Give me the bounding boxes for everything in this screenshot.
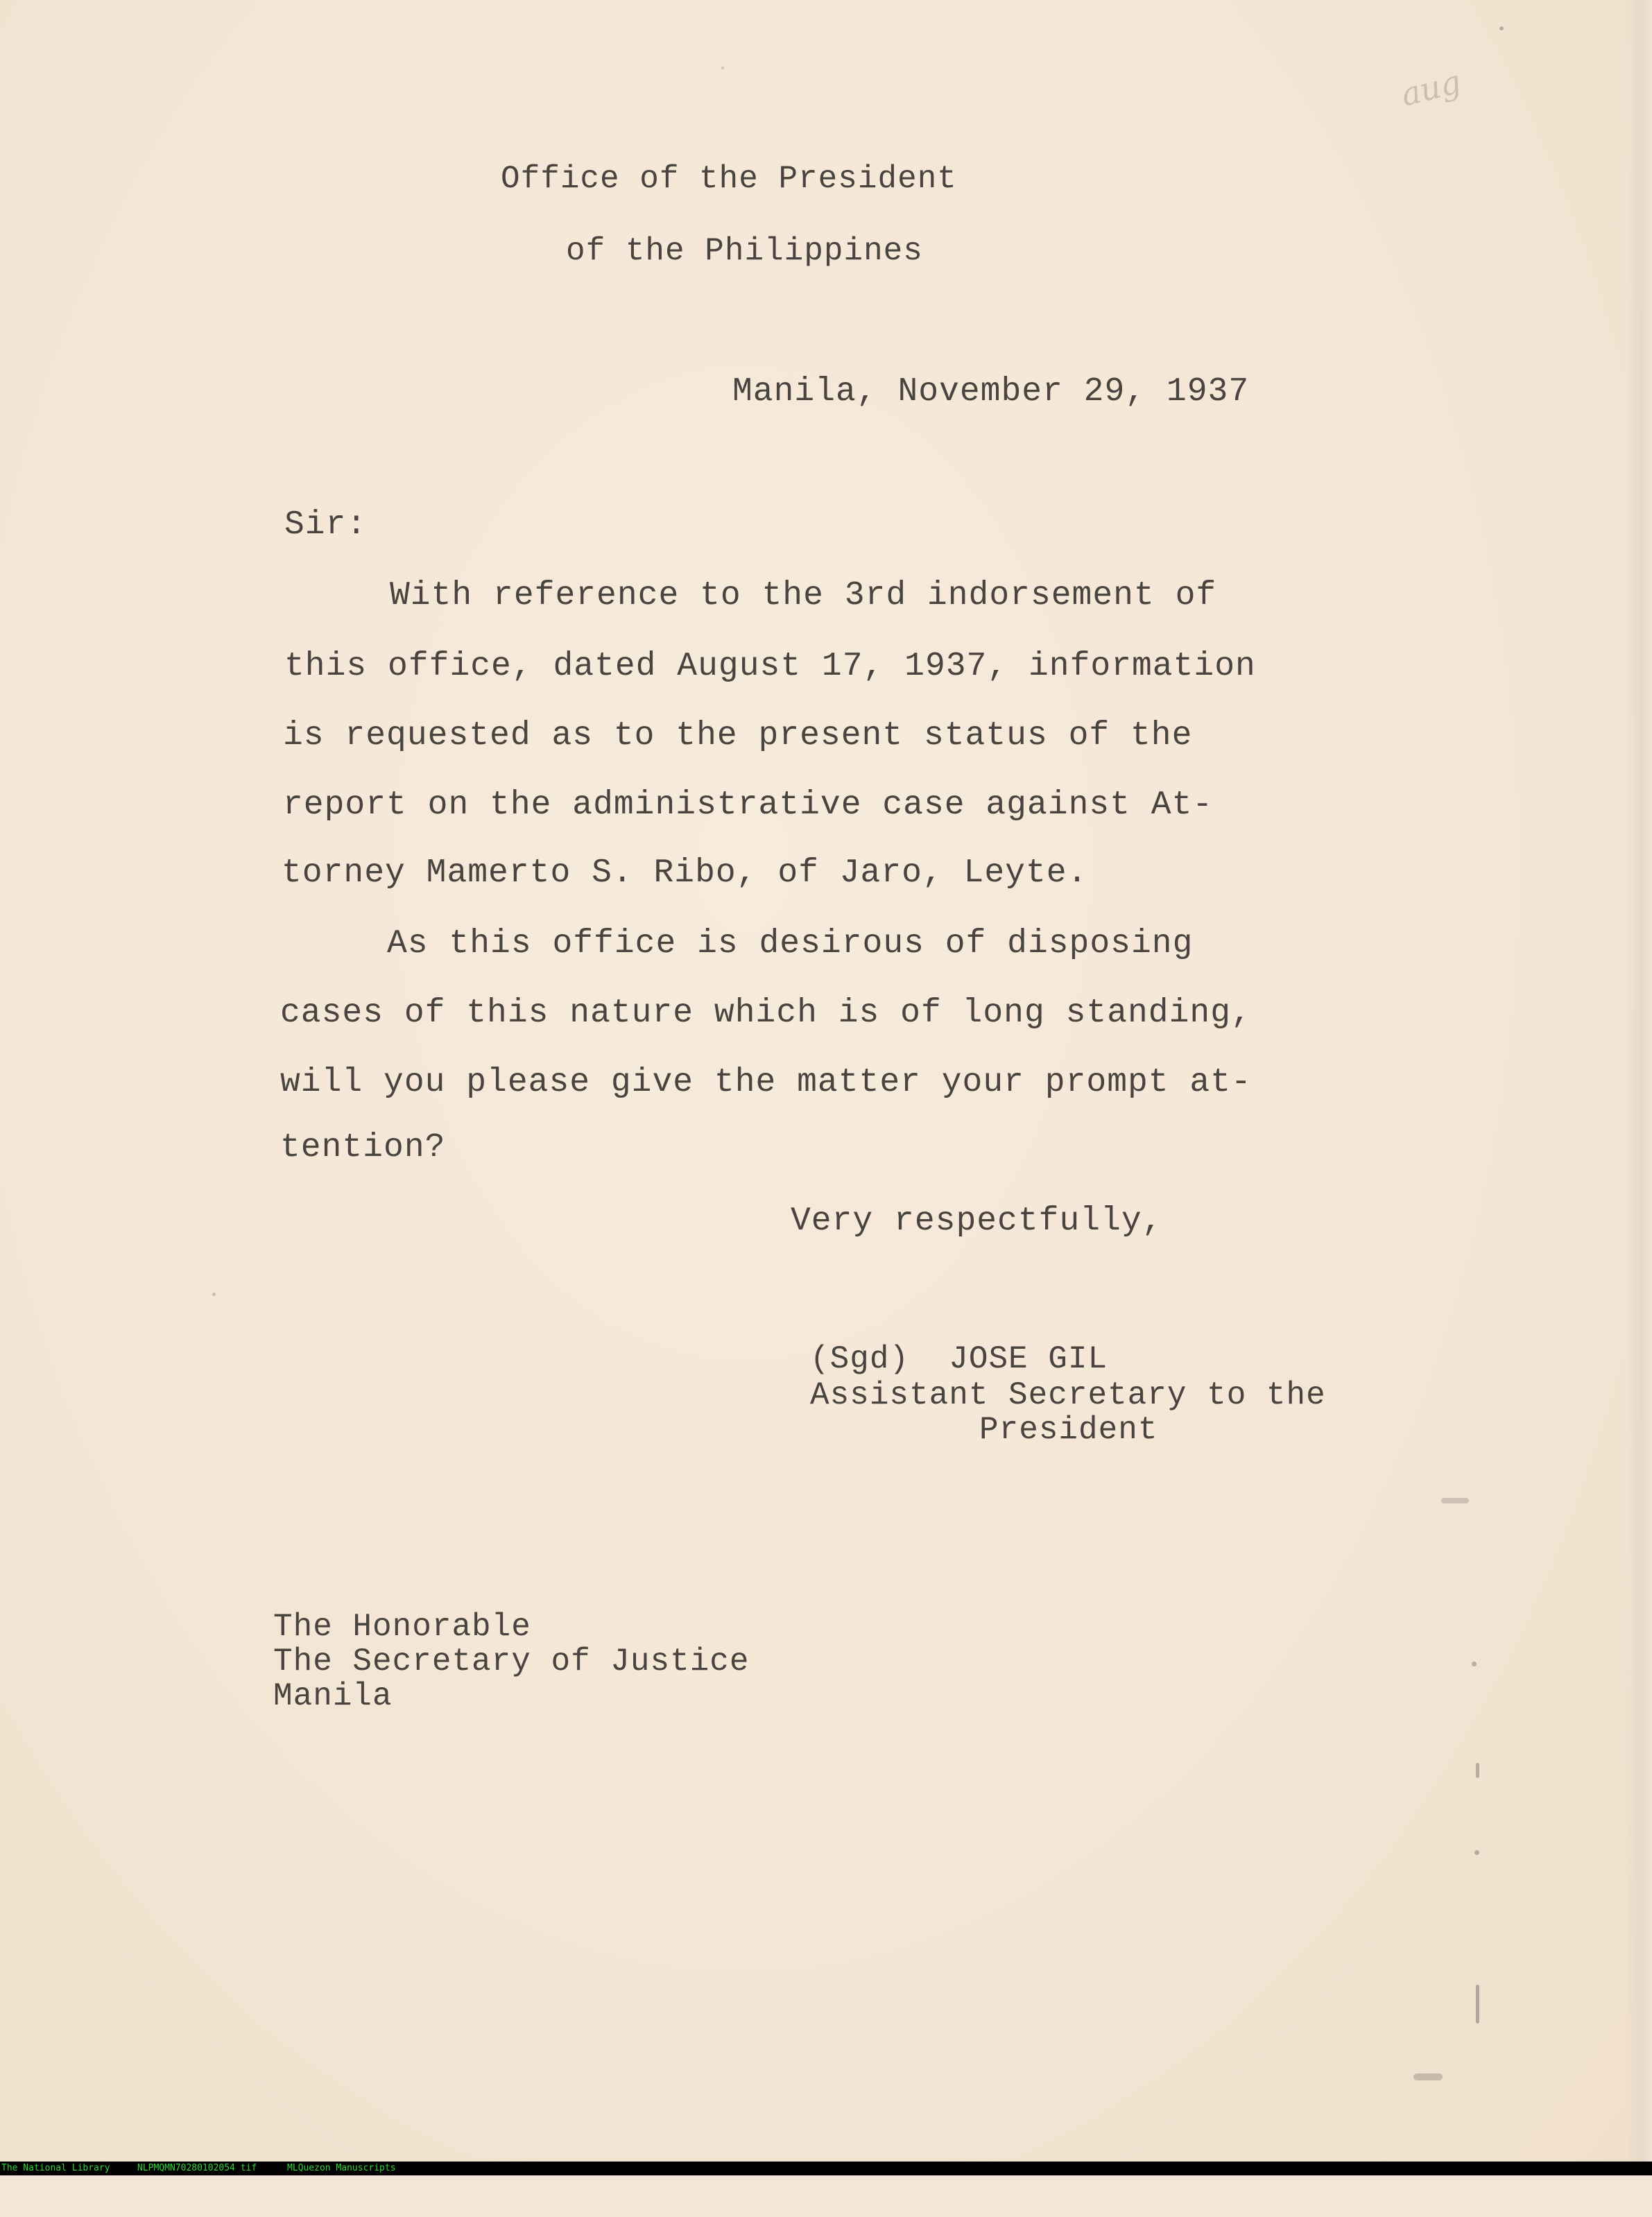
footer-collection: MLQuezon Manuscripts <box>287 2163 396 2173</box>
paper-edge-shadow <box>1626 0 1652 2162</box>
paper-speck <box>1441 1498 1469 1503</box>
signature-title-cont: President <box>979 1412 1158 1448</box>
body-line: is requested as to the present status of the <box>283 717 1193 754</box>
footer-file-id: NLPMQMN70280102054 tif <box>137 2163 257 2173</box>
body-line: torney Mamerto S. Ribo, of Jaro, Leyte. <box>282 854 1088 892</box>
signature-name: (Sgd) JOSE GIL <box>810 1341 1108 1377</box>
date-line: Manila, November 29, 1937 <box>732 373 1250 411</box>
body-line: With reference to the 3rd indorsement of <box>390 577 1217 614</box>
body-line: will you please give the matter your prompt at- <box>280 1064 1252 1101</box>
body-line: tention? <box>280 1129 446 1166</box>
paper-speck <box>212 1293 216 1296</box>
paper-speck <box>1476 1985 1479 2024</box>
body-line: this office, dated August 17, 1937, information <box>284 648 1256 685</box>
paper-speck <box>1476 1763 1479 1778</box>
addressee-honorific: The Honorable <box>273 1609 531 1645</box>
paper-speck <box>1474 1850 1479 1855</box>
closing: Very respectfully, <box>791 1202 1163 1240</box>
addressee-city: Manila <box>273 1678 393 1714</box>
letterhead-office: Office of the President <box>501 161 957 197</box>
salutation: Sir: <box>284 506 368 544</box>
paper-speck <box>1499 26 1504 31</box>
pencil-annotation: aug <box>1397 62 1465 114</box>
paper-speck <box>721 67 724 69</box>
paper-speck <box>1472 1662 1477 1666</box>
letterhead-country: of the Philippines <box>566 233 923 269</box>
signature-title: Assistant Secretary to the <box>810 1377 1326 1413</box>
addressee-title: The Secretary of Justice <box>273 1644 750 1680</box>
scan-footer <box>0 2162 1652 2175</box>
body-line: As this office is desirous of disposing <box>387 925 1194 963</box>
body-line: cases of this nature which is of long standing, <box>280 994 1252 1032</box>
body-line: report on the administrative case against At- <box>283 786 1214 824</box>
paper-speck <box>1413 2073 1443 2080</box>
footer-institution: The National Library <box>1 2163 110 2173</box>
